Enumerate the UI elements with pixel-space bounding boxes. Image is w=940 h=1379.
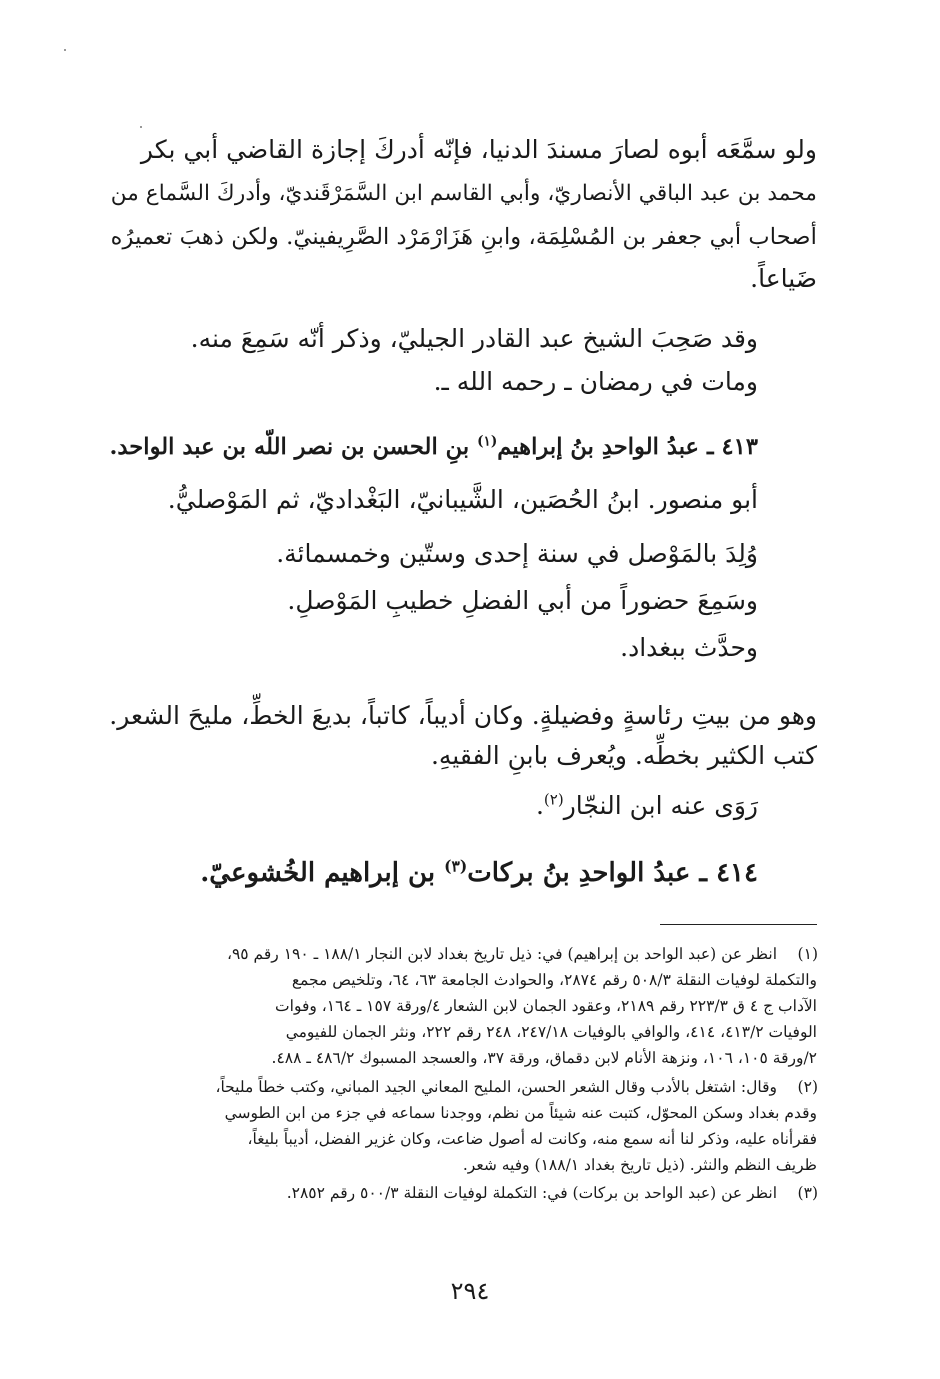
footnote-3-line-1: انظر عن (عبد الواحد بن بركات) في: التكملة لوفيات النقلة ٥٠٠/٣ رقم ٢٨٥٢. xyxy=(286,1184,777,1202)
narrator-text: رَوَى عنه ابن النجّار xyxy=(563,791,758,820)
entry-414-lineage: بن إبراهيم الخُشوعيّ. xyxy=(200,858,445,888)
footnote-1-line-2: والتكملة لوفيات النقلة ٥٠٨/٣ رقم ٢٨٧٤، والحوادث الجامعة ٦٣، ٦٤، وتلخيص مجمع xyxy=(291,971,817,989)
entry-413-line-3: وسَمِعَ حضوراً من أبي الفضلِ خطيبِ المَوْصلِ. xyxy=(287,586,758,615)
paragraph-1-line-1: ولو سمَّعَه أبوه لصارَ مسندَ الدنيا، فإنّه أدركَ إجازة القاضي أبي بكر xyxy=(140,135,817,164)
footnote-separator xyxy=(660,924,817,925)
footnote-3-number: (٣) xyxy=(797,1184,818,1202)
footnote-1-line-4: الوفيات ٤١٣/٢، ٤١٤، والوافي بالوفيات ٢٤٧/١٨، ٢٤٨ رقم ٢٢٢، ونثر الجمان للفيومي xyxy=(285,1023,817,1041)
footnote-2-line-2: وقدم بغداد وسكن المحوّل، كتبت عنه شيئاً من نظم، ووجدنا سماعه في جزء من ابن الطوسي xyxy=(224,1104,817,1122)
entry-413-heading xyxy=(110,430,759,464)
entry-414-heading xyxy=(200,856,758,890)
entry-413-line-1: أبو منصور. ابنُ الحُصَين، الشَّيبانيّ، البَغْداديّ، ثم المَوْصليُّ. xyxy=(167,485,758,514)
footnote-2-number: (٢) xyxy=(797,1078,818,1096)
narrator-end: . xyxy=(535,791,544,820)
paragraph-1-line-3: أصحاب أبي جعفر بن المُسْلِمَة، وابنِ هَزَارْمَرْد الصَّرِيفينيّ. ولكن ذهبَ تعميرُه xyxy=(110,224,817,250)
footnote-1-line-3: الآداب ج ٤ ق ٢٢٣/٣ رقم ٢١٨٩، وعقود الجمان لابن الشعار ٤/ورقة ١٥٧ ـ ١٦٤، وفوات xyxy=(275,997,817,1015)
scan-speck xyxy=(64,49,66,51)
scan-speck xyxy=(140,126,142,128)
footnote-ref-2[interactable]: (٢) xyxy=(543,790,564,809)
footnote-2-line-4: ظريف النظم والنثر. (ذيل تاريخ بغداد ١٨٨/١) وفيه شعر. xyxy=(462,1156,817,1174)
paragraph-2: وقد صَحِبَ الشيخ عبد القادر الجيليّ، وذكر أنّه سَمِعَ منه. xyxy=(190,324,758,353)
paragraph-5 xyxy=(536,789,758,823)
footnote-1-number: (١) xyxy=(797,945,818,963)
entry-413-line-4: وحدَّث ببغداد. xyxy=(620,633,758,662)
entry-414-name: ٤١٤ ـ عبدُ الواحدِ بنُ بركات xyxy=(467,858,758,888)
paragraph-1-line-2: محمد بن عبد الباقي الأنصاريّ، وأبي القاسم ابن السَّمَرْقَنديّ، وأدركَ السَّماع من xyxy=(110,181,817,206)
paragraph-3: ومات في رمضان ـ رحمه الله ـ. xyxy=(433,367,758,396)
paragraph-4-line-1: وهو من بيتِ رئاسةٍ وفضيلةٍ. وكان أديباً، كاتباً، بديعَ الخطِّ، مليحَ الشعر. xyxy=(109,701,817,730)
paragraph-1-line-4: ضَياعاً. xyxy=(750,264,817,293)
entry-413-name: ٤١٣ ـ عبدُ الواحدِ بنُ إبراهيم xyxy=(497,434,758,460)
footnote-1-line-5: ٢/ورقة ١٠٥، ١٠٦، ونزهة الأنام لابن دقماق، ورقة ٣٧، والعسجد المسبوك ٤٨٦/٢ ـ ٤٨٨. xyxy=(271,1049,817,1067)
entry-413-line-2: وُلِدَ بالمَوْصل في سنة إحدى وستّين وخمسمائة. xyxy=(276,539,758,568)
entry-413-lineage: بنِ الحسن بن نصر اللّه بن عبد الواحد. xyxy=(109,434,478,460)
footnote-2-line-3: فقرأناه عليه، وذكر لنا أنه سمع منه، وكانت له أصول ضاعت، وكان غزير الفضل، أديباً بليغاً، xyxy=(247,1130,817,1148)
footnote-ref-1[interactable]: (١) xyxy=(477,433,498,450)
paragraph-4-line-2: كتب الكثير بخطِّه. ويُعرف بابنِ الفقيهِ. xyxy=(430,741,817,770)
footnote-ref-3[interactable]: (٣) xyxy=(444,856,468,876)
footnote-1-line-1: انظر عن (عبد الواحد بن إبراهيم) في: ذيل تاريخ بغداد لابن النجار ١٨٨/١ ـ ١٩٠ رقم ٩٥، xyxy=(226,945,777,963)
footnote-2-line-1: وقال: اشتغل بالأدب وقال الشعر الحسن، المليح المعاني الجيد المباني، وكتب خطاً مليحاً، xyxy=(215,1078,777,1096)
page-number: ٢٩٤ xyxy=(450,1277,490,1305)
